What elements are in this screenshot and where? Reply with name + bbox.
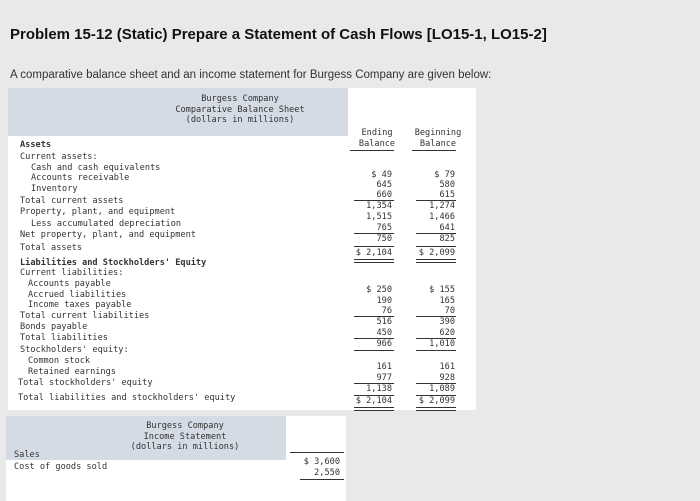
ending-total-liabilities-equity: $ 2,104 [355, 396, 392, 406]
row-label-total-current-liabilities: Total current liabilities [20, 311, 150, 321]
row-label-total-liabilities: Total liabilities [20, 333, 108, 343]
ending-balance-header-line1: Ending [361, 128, 393, 138]
row-label-income-taxes-payable: Income taxes payable [28, 300, 132, 310]
beginning-liab-rule-1 [416, 316, 456, 317]
ending-equity-rule-1 [354, 383, 394, 384]
row-label-cash: Cash and cash equivalents [31, 163, 161, 173]
ending-balance-header-line2: Balance [358, 138, 396, 149]
beginning-liab-rule-3 [416, 350, 456, 351]
row-label-assets: Assets [20, 140, 52, 150]
ending-accounts-receivable: 645 [376, 180, 392, 190]
amount-sales: $ 3,600 [303, 457, 340, 467]
ending-accounts-payable: $ 250 [366, 285, 392, 295]
ending-total-assets: $ 2,104 [355, 248, 392, 258]
ending-total-current-assets: 1,354 [366, 201, 392, 211]
row-label-inventory: Inventory [31, 184, 78, 194]
row-label-bonds-payable: Bonds payable [20, 322, 88, 332]
balance-sheet-header [150, 94, 330, 126]
row-label-accounts-receivable: Accounts receivable [31, 173, 130, 183]
income-statement-subtitle: Income Statement [143, 431, 227, 442]
beginning-income-taxes-payable: 70 [444, 306, 455, 316]
amount-cost-of-goods-sold: 2,550 [314, 468, 340, 478]
row-label-current-assets: Current assets: [20, 152, 98, 162]
ending-subtotal-rule-3 [354, 246, 394, 247]
beginning-total-current-liabilities: 390 [439, 317, 455, 327]
income-statement-units: (dollars in millions) [130, 442, 240, 452]
row-label-accrued-liabilities: Accrued liabilities [28, 290, 127, 300]
row-label-total-liabilities-equity: Total liabilities and stockholders' equity [18, 393, 236, 403]
ending-retained-earnings: 977 [376, 373, 392, 383]
beginning-inventory: 615 [439, 190, 455, 200]
beginning-bonds-payable: 620 [439, 328, 455, 338]
row-label-common-stock: Common stock [28, 356, 91, 366]
beginning-total-liabilities: 1,010 [429, 339, 455, 349]
beginning-total-assets-double-rule [416, 259, 456, 263]
beginning-accrued-liabilities: 165 [439, 296, 455, 306]
ending-total-double-rule [354, 407, 394, 411]
beginning-accounts-payable: $ 155 [429, 285, 455, 295]
beginning-balance-header-line1: Beginning [414, 128, 462, 138]
ending-header-rule [350, 150, 394, 151]
ending-subtotal-rule-2 [354, 233, 394, 234]
ending-balance-header [347, 128, 407, 149]
row-label-cost-of-goods-sold: Cost of goods sold [14, 462, 108, 472]
row-label-accounts-payable: Accounts payable [28, 279, 111, 289]
row-label-retained-earnings: Retained earnings [28, 367, 116, 377]
beginning-accounts-receivable: 580 [439, 180, 455, 190]
ending-accrued-liabilities: 190 [376, 296, 392, 306]
beginning-subtotal-rule-2 [416, 233, 456, 234]
beginning-cash: $ 79 [434, 170, 455, 180]
income-statement-company: Burgess Company [146, 421, 224, 431]
beginning-liab-rule-2 [416, 338, 456, 339]
balance-sheet-company: Burgess Company [201, 94, 279, 104]
ending-liab-rule-1 [354, 316, 394, 317]
ending-liab-rule-2 [354, 338, 394, 339]
beginning-equity-rule-1 [416, 383, 456, 384]
ending-total-current-liabilities: 516 [376, 317, 392, 327]
beginning-ppe: 1,466 [429, 212, 455, 222]
ending-income-taxes-payable: 76 [381, 306, 392, 316]
beginning-retained-earnings: 928 [439, 373, 455, 383]
balance-sheet-subtitle: Comparative Balance Sheet [175, 104, 305, 115]
income-cogs-rule [300, 479, 344, 480]
beginning-subtotal-rule-3 [416, 246, 456, 247]
problem-title: Problem 15-12 (Static) Prepare a Statement of Cash Flows [LO15-1, LO15-2] [10, 26, 547, 43]
row-label-current-liabilities: Current liabilities: [20, 268, 124, 278]
beginning-balance-header [408, 128, 468, 149]
ending-accumulated-depreciation: 765 [376, 223, 392, 233]
row-label-liabilities-equity: Liabilities and Stockholders' Equity [20, 258, 207, 268]
beginning-total-current-assets: 1,274 [429, 201, 455, 211]
ending-inventory: 660 [376, 190, 392, 200]
row-label-stockholders-equity: Stockholders' equity: [20, 345, 129, 355]
row-label-total-current-assets: Total current assets [20, 196, 124, 206]
row-label-accumulated-depreciation: Less accumulated depreciation [31, 219, 182, 229]
row-label-sales: Sales [14, 450, 40, 460]
beginning-subtotal-rule-1 [416, 200, 456, 201]
row-label-total-stockholders-equity: Total stockholders' equity [18, 378, 153, 388]
beginning-balance-header-line2: Balance [419, 138, 457, 149]
beginning-net-ppe: 825 [439, 234, 455, 244]
balance-sheet-units: (dollars in millions) [185, 115, 295, 125]
beginning-common-stock: 161 [439, 362, 455, 372]
ending-cash: $ 49 [371, 170, 392, 180]
ending-total-liabilities: 966 [376, 339, 392, 349]
row-label-net-ppe: Net property, plant, and equipment [20, 230, 196, 240]
beginning-header-rule [412, 150, 456, 151]
income-header-rule [290, 452, 344, 453]
ending-ppe: 1,515 [366, 212, 392, 222]
ending-common-stock: 161 [376, 362, 392, 372]
row-label-ppe: Property, plant, and equipment [20, 207, 176, 217]
ending-total-assets-double-rule [354, 259, 394, 263]
beginning-accumulated-depreciation: 641 [439, 223, 455, 233]
income-statement-header [110, 421, 260, 453]
ending-subtotal-rule-1 [354, 200, 394, 201]
ending-equity-rule-2 [354, 395, 394, 396]
beginning-total-liabilities-equity: $ 2,099 [418, 396, 455, 406]
ending-bonds-payable: 450 [376, 328, 392, 338]
intro-text: A comparative balance sheet and an income statement for Burgess Company are given below: [10, 69, 492, 81]
beginning-equity-rule-2 [416, 395, 456, 396]
beginning-total-assets: $ 2,099 [418, 248, 455, 258]
beginning-total-stockholders-equity: 1,089 [429, 384, 455, 394]
ending-total-stockholders-equity: 1,138 [366, 384, 392, 394]
ending-liab-rule-3 [354, 350, 394, 351]
row-label-total-assets: Total assets [20, 243, 83, 253]
ending-net-ppe: 750 [376, 234, 392, 244]
beginning-total-double-rule [416, 407, 456, 411]
